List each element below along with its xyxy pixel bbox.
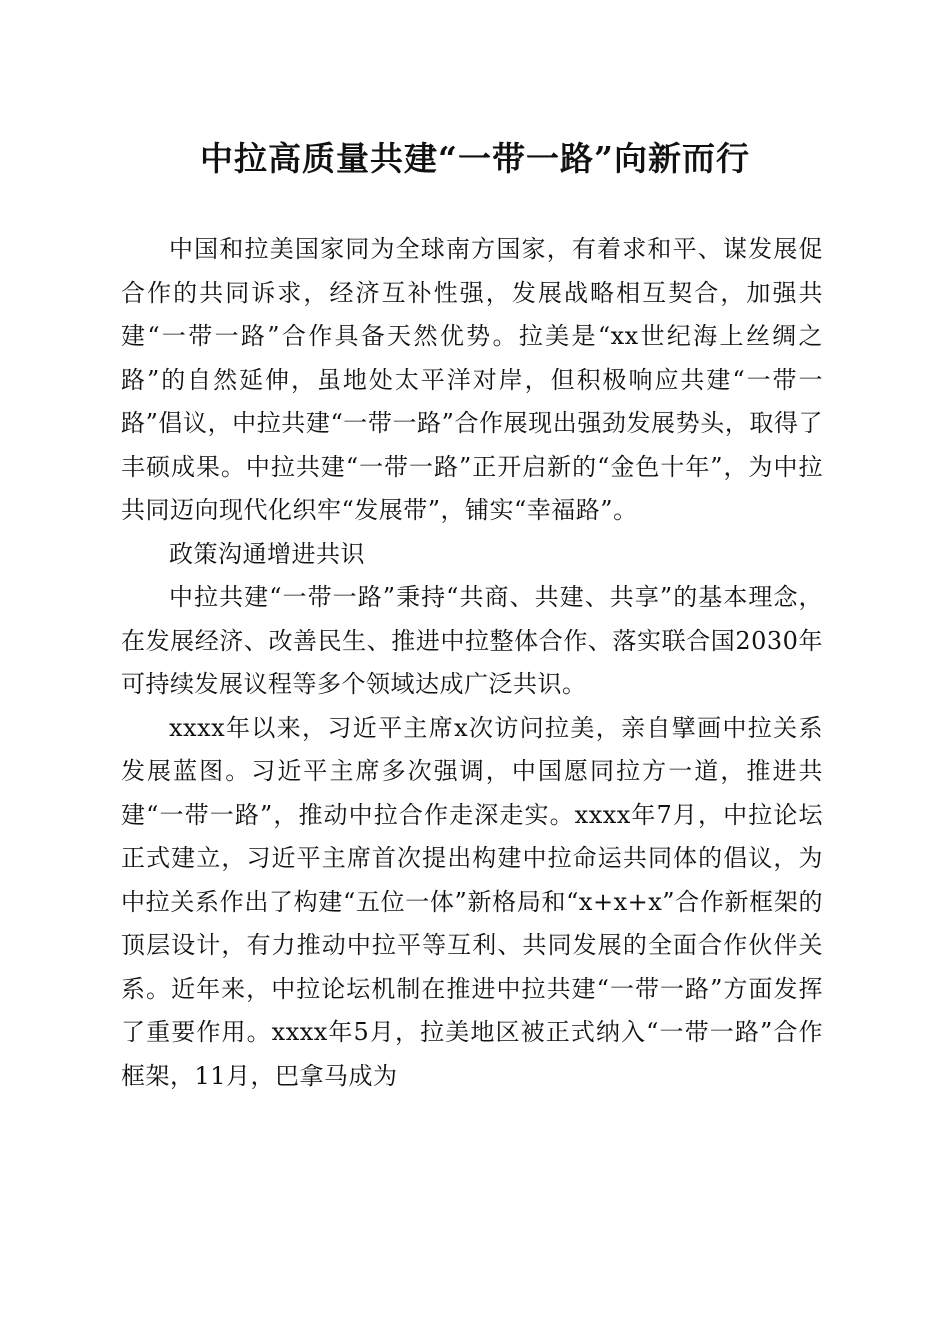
document-body	[121, 228, 823, 1098]
document-title: 中拉高质量共建“一带一路”向新而行	[200, 139, 750, 178]
paragraph-history: xxxx年以来，习近平主席x次访问拉美，亲自擘画中拉关系发展蓝图。习近平主席多次强调，中国愿同拉方一道，推进共建“一带一路”，推动中拉合作走深走实。xxxx年7月，中拉论坛正式建立，习近平主席首次提出构建中拉命运共同体的倡议，为中拉关系作出了构建“五位一体”新格局和“x+x+x”合作新框架的顶层设计，有力推动中拉平等互利、共同发展的全面合作伙伴关系。近年来，中拉论坛机制在推进中拉共建“一带一路”方面发挥了重要作用。xxxx年5月，拉美地区被正式纳入“一带一路”合作框架，11月，巴拿马成为	[121, 713, 823, 1090]
paragraph-intro: 中国和拉美国家同为全球南方国家，有着求和平、谋发展促合作的共同诉求，经济互补性强，发展战略相互契合，加强共建“一带一路”合作具备天然优势。拉美是“xx世纪海上丝绸之路”的自然延伸，虽地处太平洋对岸，但积极响应共建“一带一路”倡议，中拉共建“一带一路”合作展现出强劲发展势头，取得了丰硕成果。中拉共建“一带一路”正开启新的“金色十年”，为中拉共同迈向现代化织牢“发展带”，铺实“幸福路”。	[121, 235, 823, 524]
section-heading: 政策沟通增进共识	[169, 539, 365, 568]
paragraph-consensus: 中拉共建“一带一路”秉持“共商、共建、共享”的基本理念，在发展经济、改善民生、推进中拉整体合作、落实联合国2030年可持续发展议程等多个领域达成广泛共识。	[121, 583, 823, 698]
